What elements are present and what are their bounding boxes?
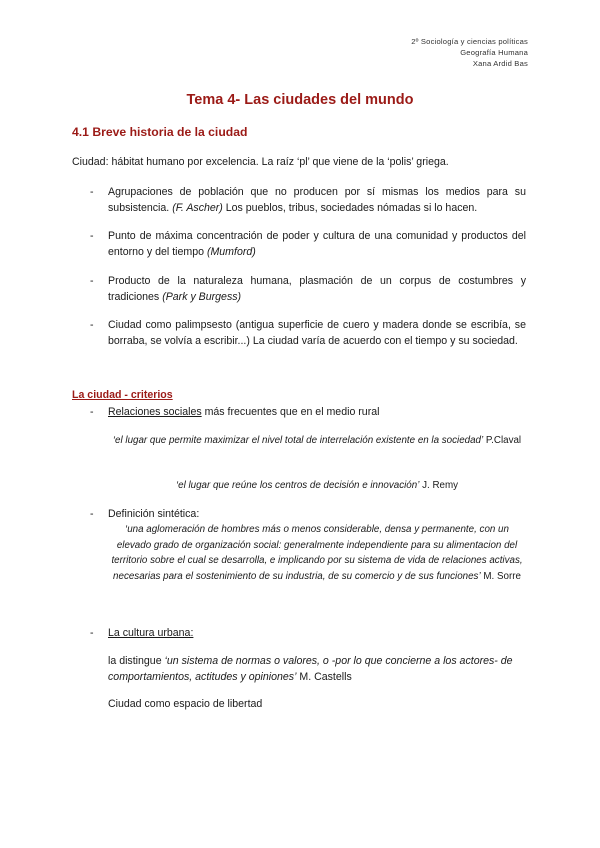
bullet-dash: - — [90, 230, 94, 242]
relations-item: Relaciones sociales más frecuentes que en el medio rural — [108, 406, 380, 418]
header-author: Xana Ardid Bas — [472, 59, 528, 68]
quote-sorre: ‘una aglomeración de hombres más o menos considerable, densa y permanente, con un elevado grado de organización social: generalmente independiente para su alimentacion del territorio sobre el cual se desarrolla, e implicando por su sistema de vida de relaciones activas, necesarias para el sostenimiento de su industria, de su comercio y de sus funciones’ M. Sorre — [111, 524, 523, 582]
citation: (Park y Burgess) — [162, 290, 242, 303]
list-item: Agrupaciones de población que no producen por sí mismas los medios para su subsistencia. (F. Ascher) Los pueblos, tribus, sociedades nómadas si lo hacen. — [108, 186, 526, 214]
criteria-heading: La ciudad - criterios — [72, 389, 173, 401]
quote-claval: ‘el lugar que permite maximizar el nivel total de interrelación existente en la sociedad’ P.Claval — [112, 435, 522, 446]
list-item: Ciudad como palimpsesto (antigua superficie de cuero y madera donde se escribía, se borraba, se volvía a escribir...) La ciudad varía de acuerdo con el tiempo y su sociedad. — [108, 319, 526, 347]
intro-paragraph: Ciudad: hábitat humano por excelencia. La raíz ‘pl’ que viene de la ‘polis’ griega. — [72, 156, 449, 168]
list-item: Producto de la naturaleza humana, plasmación de un corpus de costumbres y tradiciones (Park y Burgess) — [108, 275, 526, 303]
citation: (Mumford) — [206, 245, 256, 258]
page-title: Tema 4- Las ciudades del mundo — [186, 92, 414, 108]
definition-label: Definición sintética: — [108, 508, 200, 520]
header-course: 2º Sociología y ciencias políticas — [411, 37, 528, 46]
header-subject: Geografía Humana — [460, 48, 528, 57]
bullet-dash: - — [90, 186, 94, 198]
section-heading: 4.1 Breve historia de la ciudad — [72, 125, 248, 139]
document-header — [411, 36, 528, 69]
bullet-dash: - — [90, 275, 94, 287]
list-item: Punto de máxima concentración de poder y cultura de una comunidad y productos del entorno y del tiempo (Mumford) — [108, 230, 526, 258]
quote-remy: ‘el lugar que reúne los centros de decisión e innovación’ J. Remy — [175, 480, 459, 491]
quote-castells: la distingue ‘un sistema de normas o valores, o -por lo que concierne a los actores- de comportamientos, actitudes y opiniones’ M. Castells — [108, 655, 513, 683]
culture-label: La cultura urbana: — [108, 627, 194, 639]
citation: (F. Ascher) — [172, 201, 223, 214]
bullet-dash: - — [90, 508, 94, 520]
freedom-line: Ciudad como espacio de libertad — [108, 698, 263, 710]
relations-label: Relaciones sociales — [108, 406, 202, 418]
bullet-dash: - — [90, 627, 94, 639]
bullet-dash: - — [90, 319, 94, 331]
bullet-dash: - — [90, 406, 94, 418]
